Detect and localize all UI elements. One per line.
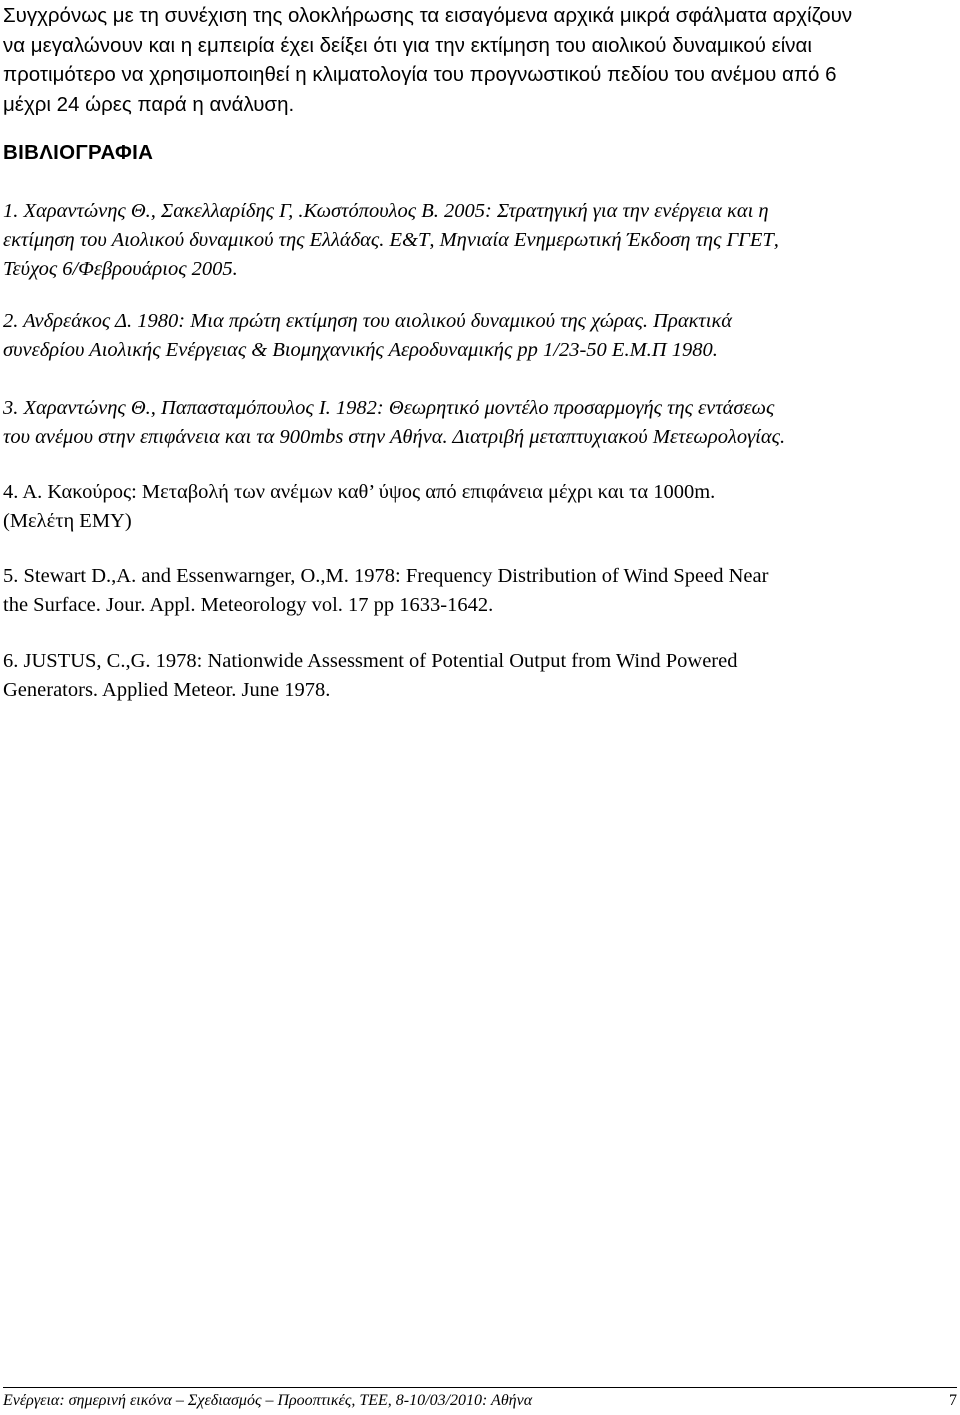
reference-line: 2. Ανδρεάκος Δ. 1980: Μια πρώτη εκτίμηση του αιολικού δυναμικού της χώρας. Πρακτικά xyxy=(3,310,733,332)
reference-line: 6. JUSTUS, C.,G. 1978: Nationwide Assessment of Potential Output from Wind Powered xyxy=(3,650,738,672)
reference-line: 3. Χαραντώνης Θ., Παπασταμόπουλος Ι. 1982: Θεωρητικό μοντέλο προσαρμογής της εντάσεως xyxy=(3,397,775,419)
reference-line: Τεύχος 6/Φεβρουάριος 2005. xyxy=(3,258,238,280)
reference-5 xyxy=(3,562,957,620)
reference-1 xyxy=(3,197,957,284)
intro-line: μέχρι 24 ώρες παρά η ανάλυση. xyxy=(3,92,295,116)
footer-conference-text: Ενέργεια: σημερινή εικόνα – Σχεδιασμός – Προοπτικές, ΤΕΕ, 8-10/03/2010: Αθήνα xyxy=(3,1392,533,1409)
reference-line: 1. Χαραντώνης Θ., Σακελλαρίδης Γ, .Κωστόπουλος Β. 2005: Στρατηγική για την ενέργεια και η xyxy=(3,200,769,222)
intro-line: Συγχρόνως με τη συνέχιση της ολοκλήρωσης τα εισαγόμενα αρχικά μικρά σφάλματα αρχίζουν xyxy=(3,4,853,27)
intro-paragraph xyxy=(3,1,957,119)
reference-line: the Surface. Jour. Appl. Meteorology vol. 17 pp 1633-1642. xyxy=(3,594,494,616)
page-footer xyxy=(3,1387,957,1412)
intro-line: προτιμότερο να χρησιμοποιηθεί η κλιματολογία του προγνωστικού πεδίου του ανέμου από 6 xyxy=(3,63,837,86)
document-page xyxy=(3,0,957,701)
reference-2 xyxy=(3,307,957,365)
reference-6 xyxy=(3,647,957,705)
reference-line: 4. Α. Κακούρος: Μεταβολή των ανέμων καθ’ ύψος από επιφάνεια μέχρι και τα 1000m. xyxy=(3,481,716,503)
reference-line: (Μελέτη ΕΜΥ) xyxy=(3,510,132,532)
page-number: 7 xyxy=(949,1392,957,1409)
intro-line: να μεγαλώνουν και η εμπειρία έχει δείξει ότι για την εκτίμηση του αιολικού δυναμικού είναι xyxy=(3,33,812,57)
reference-4 xyxy=(3,478,957,536)
reference-line: εκτίμηση του Αιολικού δυναμικού της Ελλάδας. Ε&Τ, Μηνιαία Ενημερωτική Έκδοση της ΓΓΕΤ, xyxy=(3,229,779,251)
reference-line: 5. Stewart D.,A. and Essenwarnger, O.,M. 1978: Frequency Distribution of Wind Speed Near xyxy=(3,565,769,587)
reference-line: του ανέμου στην επιφάνεια και τα 900mbs στην Αθήνα. Διατριβή μεταπτυχιακού Μετεωρολογίας. xyxy=(3,426,786,448)
bibliography-heading: ΒΙΒΛΙΟΓΡΑΦΙΑ xyxy=(3,141,154,164)
reference-line: Generators. Applied Meteor. June 1978. xyxy=(3,679,331,701)
reference-3 xyxy=(3,394,957,452)
reference-line: συνεδρίου Αιολικής Ενέργειας & Βιομηχανικής Αεροδυναμικής pp 1/23-50 Ε.Μ.Π 1980. xyxy=(3,339,718,361)
